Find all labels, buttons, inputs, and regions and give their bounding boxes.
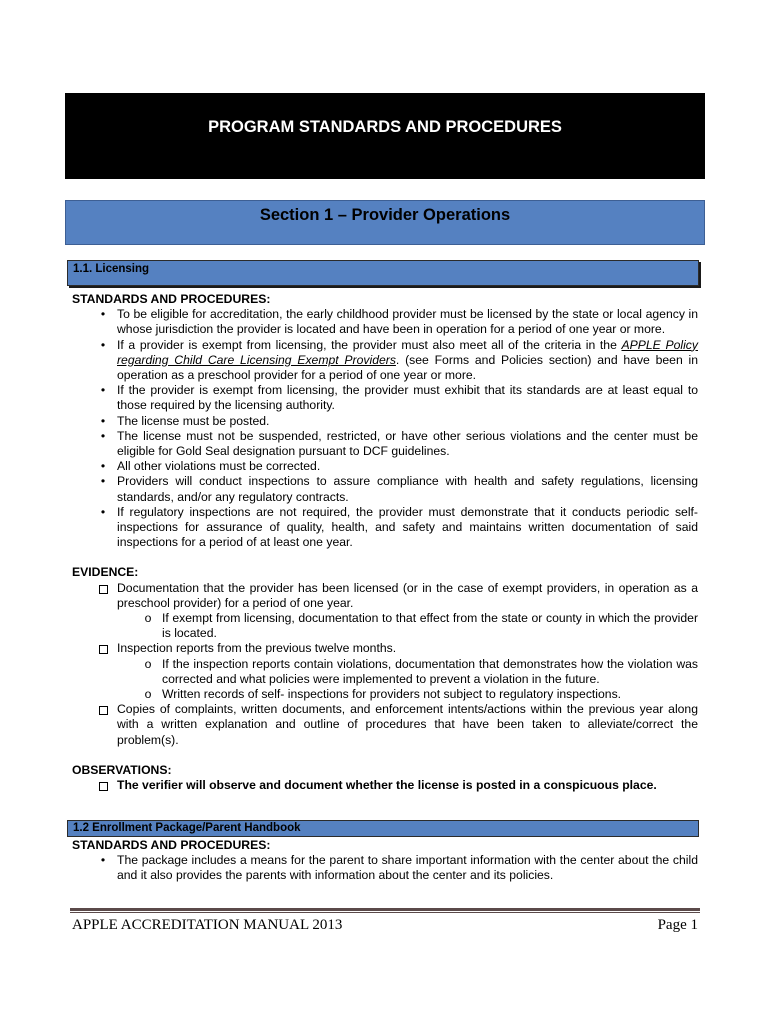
list-item: Inspection reports from the previous twelve months.: [72, 641, 698, 656]
subsection-header-enrollment: [67, 820, 699, 837]
list-item: • The license must not be suspended, restricted, or have other serious violations and the center must be eligible for Gold Seal designation pursuant to DCF guidelines.: [72, 429, 698, 459]
document-title: PROGRAM STANDARDS AND PROCEDURES: [208, 118, 562, 136]
evidence-list: [72, 581, 698, 748]
standards-label: STANDARDS AND PROCEDURES:: [72, 292, 271, 306]
evidence-label: EVIDENCE:: [72, 565, 139, 580]
page-number: Page 1: [657, 917, 698, 933]
list-item: • The package includes a means for the parent to share important information with the center about the child and it also provides the parents with information about the center and its policies.: [72, 853, 698, 883]
standards-label: STANDARDS AND PROCEDURES:: [72, 838, 271, 852]
bullet-marker: •: [100, 428, 106, 443]
list-item: • All other violations must be corrected.: [72, 459, 698, 474]
list-item: • If the provider is exempt from licensing, the provider must exhibit that its standards are at least equal to those required by the licensing authority.: [72, 383, 698, 413]
bullet-marker: •: [100, 459, 106, 474]
list-item: The verifier will observe and document whether the license is posted in a conspicuous place.: [72, 778, 698, 793]
standards-list: [72, 853, 698, 883]
bullet-marker: •: [100, 504, 106, 519]
enrollment-content: [72, 838, 698, 884]
list-item: o If the inspection reports contain violations, documentation that demonstrates how the violation was corrected and what policies were implemented to prevent a violation in the future.: [72, 657, 698, 687]
checkbox-bullet-icon: [99, 782, 108, 791]
list-item: • The license must be posted.: [72, 414, 698, 429]
licensing-content: [72, 292, 698, 793]
footer-divider: [70, 912, 700, 913]
sub-bullet-marker: o: [144, 611, 152, 626]
list-item: • Providers will conduct inspections to assure compliance with health and safety regulations, licensing standards, and/or any regulatory contracts.: [72, 474, 698, 504]
bullet-marker: •: [100, 383, 106, 398]
observations-label: OBSERVATIONS:: [72, 762, 172, 777]
bullet-marker: •: [100, 853, 106, 868]
checkbox-bullet-icon: [99, 706, 108, 715]
sub-bullet-marker: o: [144, 687, 152, 702]
apple-policy-link[interactable]: APPLE Policy regarding Child Care Licensing Exempt Providers: [117, 337, 698, 367]
section-banner: [65, 200, 705, 245]
checkbox-bullet-icon: [99, 645, 108, 654]
bullet-marker: •: [100, 337, 106, 352]
footer-manual-title: APPLE ACCREDITATION MANUAL 2013: [72, 917, 343, 933]
bullet-marker: •: [100, 474, 106, 489]
bullet-marker: •: [100, 307, 106, 322]
list-item: Copies of complaints, written documents, and enforcement intents/actions within the previous year along with a written explanation and outline of procedures that have been taken to alleviate/correct the problem(s).: [72, 702, 698, 748]
subsection-title: 1.2 Enrollment Package/Parent Handbook: [73, 822, 301, 834]
footer-divider: [70, 908, 700, 911]
document-title-banner: [65, 93, 705, 179]
subsection-header-licensing: [67, 260, 699, 286]
standards-list: [72, 307, 698, 550]
bullet-marker: •: [100, 413, 106, 428]
list-item: • If a provider is exempt from licensing, the provider must also meet all of the criteria in the APPLE Policy regarding Child Care Licensing Exempt Providers. (see Forms and Policies section) and have been in operation as a preschool provider for a period of one year or more.: [72, 338, 698, 384]
sub-bullet-marker: o: [144, 656, 152, 671]
list-item: • If regulatory inspections are not required, the provider must demonstrate that it conducts periodic self-inspections for assurance of quality, health, and safety and maintains written documentation of said inspections for a period of at least one year.: [72, 505, 698, 551]
subsection-title: 1.1. Licensing: [73, 263, 150, 275]
list-item: Documentation that the provider has been licensed (or in the case of exempt providers, in operation as a preschool provider) for a period of one year.: [72, 581, 698, 611]
list-item: o If exempt from licensing, documentation to that effect from the state or county in which the provider is located.: [72, 611, 698, 641]
list-item: • To be eligible for accreditation, the early childhood provider must be licensed by the state or local agency in whose jurisdiction the provider is located and have been in operation for a period of one year or more.: [72, 307, 698, 337]
checkbox-bullet-icon: [99, 585, 108, 594]
list-item: o Written records of self- inspections for providers not subject to regulatory inspections.: [72, 687, 698, 702]
section-title: Section 1 – Provider Operations: [259, 206, 511, 224]
observations-list: [72, 778, 698, 793]
